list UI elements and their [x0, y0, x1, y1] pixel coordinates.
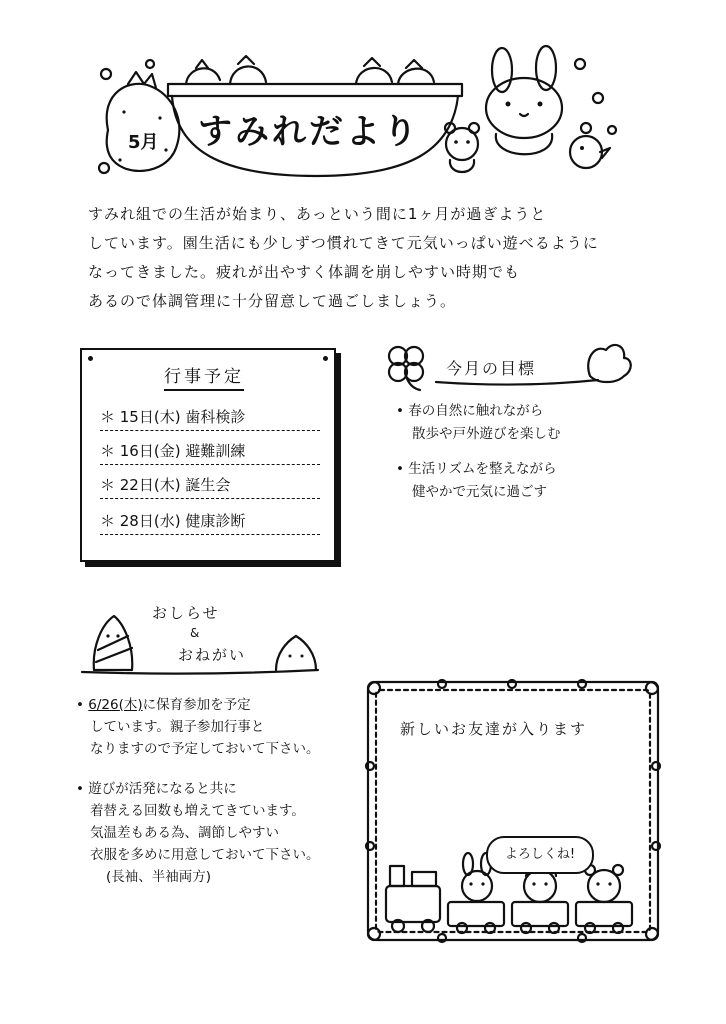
requests-title: おねがい	[178, 646, 247, 664]
intro-line: しています。園生活にも少しずつ慣れてきて元気いっぱい遊べるように	[88, 234, 599, 252]
notice-line: しています。親子参加行事と	[90, 719, 265, 735]
notice-line: なりますので予定しておいて下さい。	[90, 741, 320, 757]
notice-line: 着替える回数も増えてきています。	[90, 803, 305, 819]
notices-title: おしらせ	[152, 604, 220, 622]
event-item: ＊ 16日(金) 避難訓練	[100, 440, 320, 465]
rabbit-icon	[486, 46, 562, 154]
bear-icon	[445, 123, 479, 172]
goal-item	[396, 458, 696, 504]
notice-line: 衣服を多めに用意しておいて下さい。	[90, 847, 320, 863]
event-item: ＊ 15日(木) 歯科検診	[100, 406, 320, 431]
intro-line: あるので体調管理に十分留意して過ごしましょう。	[88, 292, 457, 310]
newsletter-title: すみれだより	[198, 112, 420, 152]
notice-item	[76, 778, 376, 888]
event-item: ＊ 28日(水) 健康診断	[100, 510, 320, 535]
notice-line: 気温差もある為、調節しやすい	[90, 825, 279, 841]
notice-line: • 遊びが活発になると共に	[76, 781, 237, 797]
new-friends-frame	[362, 676, 664, 946]
month-label: 5月	[128, 132, 159, 153]
hand-icon	[588, 345, 631, 382]
intro-line: すみれ組での生活が始まり、あっという間に1ヶ月が過ぎようと	[88, 205, 547, 223]
goals-underline	[436, 380, 598, 385]
intro-line: なってきました。疲れが出やすく体調を崩しやすい時期でも	[88, 263, 521, 281]
intro-paragraph	[88, 200, 648, 316]
events-title: 行事予定	[164, 362, 244, 391]
events-board	[80, 348, 336, 562]
event-item: ＊ 22日(木) 誕生会	[100, 474, 320, 499]
pin-icon	[323, 356, 328, 361]
goal-line: • 生活リズムを整えながら	[396, 461, 557, 477]
bamboo-shoot-icon	[276, 636, 316, 670]
notice-line: に保育参加を予定	[142, 697, 251, 713]
chick-icon	[570, 123, 610, 168]
bamboo-shoot-icon	[94, 616, 133, 670]
goals-title: 今月の目標	[446, 359, 537, 378]
goal-line: 健やかで元気に過ごす	[412, 484, 547, 500]
bear-icon	[585, 865, 623, 902]
pin-icon	[88, 356, 93, 361]
notices-ampersand: &	[190, 626, 200, 640]
new-friends-title: 新しいお友達が入ります	[400, 720, 588, 738]
notice-line: (長袖、半袖両方)	[106, 869, 212, 885]
goal-line: 散歩や戸外遊びを楽しむ	[412, 426, 561, 442]
goal-item	[396, 400, 696, 446]
goal-line: • 春の自然に触れながら	[396, 403, 544, 419]
header-illustration	[0, 0, 726, 200]
clover-icon	[389, 347, 423, 390]
notice-date: 6/26(木)	[88, 697, 143, 713]
notice-item: • 6/26(木)に保育参加を予定 しています。親子参加行事と なりますので予定しておいて下さい。	[76, 694, 376, 760]
speech-bubble: よろしくね!	[486, 836, 594, 874]
